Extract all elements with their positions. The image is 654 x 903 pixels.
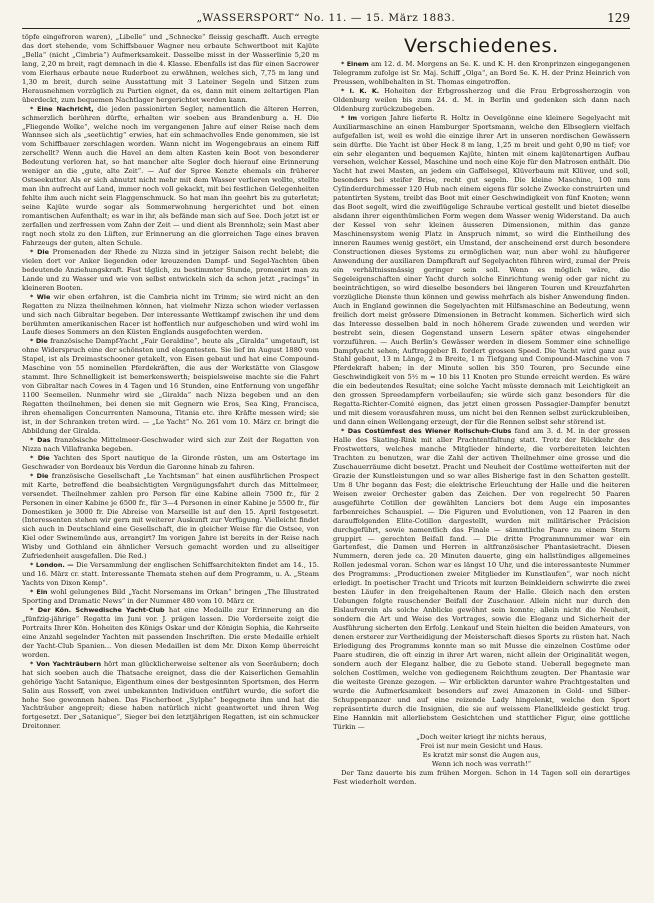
section-title: Verschiedenes. [404,35,559,57]
paragraph-lead: * Die [30,247,49,256]
paragraph-text: Yachten des Sport nautique de la Gironde rüsten, um am Ostertage im Geschwader von Bordeaux bis Verdun die Garonne hinab zu fahren. [22,453,319,471]
paragraph-text: die jeden passionirten Segler, namentlich die älteren Herren, schmerzlich berühren dürfte, erhalten wir soeben aus Brandenburg a. H. Die „Fliegende Wolke“, welche noch im vergangenen Jahre auf einer Reise nach dem Wannsee sich als „seetüchtig“ erwies, hat ein schmachvolles Ende genommen, sie ist vom Schiffbauer zerschlagen worden. Wann nicht im Wogengebraus an einem Riff zerschellt? Wenn auch die Havel an dem alten Kasten kein Boot von besonderer Bedeutung verloren hat, so hat mancher alte Segler doch hierauf eine Erinnerung weniger an die „gute, alte Zeit“. — Auf der Spree Kenzte ehemals ein früherer Ostseekutter. Als er sich abnutzt nicht mehr mit dem Wasser verlieren wollte, stellte man ihn aufrecht auf Land, immer noch voll gekackt, mit bei festlichen Gelegenheiten fehlte ihm auch nicht sein Flaggenschmuck. So hat man ihn geehrt bis zu guterletzt; seine Kajüte wurde sogar als Sommerwohnung hergerichtet und bot einen romantischen Aufenthalt; es war in ihr, als befände man sich auf See. Doch jetzt ist er zerfallen und zerfressen vom Zahn der Zeit — und dient als Brennholz; sein Mast aber ragt noch stolz zu den Lüften, zur Erinnerung an die glorreichen Tage eines braven Fahrzeugs der guten, alten Schule. [22,104,319,247]
paragraph-text: Promenaden der Rhede zu Nizza sind in jetziger Saison recht belebt; die vielen dort vor Anker liegenden oder kreuzenden Dampf- und Segel-Yachten üben bedeutende Anziehungskraft. Fast täglich, zu bestimmter Stunde, promenirt man zu Lande und zu Wasser und wie von selbst entwickeln sich da schon jetzt „racings“ in kleineren Booten. [22,247,319,292]
paragraph-lead: * Die [30,453,50,462]
article-paragraph [22,33,319,105]
paragraph-lead: * I. K. K. [341,86,380,95]
article-paragraph [22,660,319,732]
article-paragraph [333,60,630,87]
paragraph-lead: * Eine Nachricht, [30,104,94,113]
article-paragraph [22,105,319,248]
paragraph-text: vorigen Jahre lieferte R. Holtz in Oevelgönne eine kleinere Segelyacht mit Auxiliarmaschine an einen Hamburger Sportsmann, welche den Elbseglern vielfach aufgefallen ist, weil es wohl die einzige ihrer Art in unseren nordischen Gewässern sein dürfte. Die Yacht ist über Heck 8 m lang, 1,25 m breit und geht 0,90 m tief; vor ein sehr eleganten und bequemen Kajüte, hinten mit einem kajütenartigen Aufbau versehen, welcher Kessel, Maschine und noch eine Koje für den Matrosen enthält. Die Yacht hat zwei Masten, an jedem ein Gaffelsegel, Klüverbaum mit Klüver, und soll, besonders bei steifer Brise, recht gut segeln. Die kleine Maschine, 100 mm Cylinderdurchmesser 120 Hub nach einem eigens für solche Zwecke construirten und patentirten System, treibt das Boot mit einer Geschwindigkeit von fünf Knoten; wenn das Boot segelt, wird die zweiflügelige Schraube vertical gestellt und bietet dieselbe alsdann ihrer eigenthümlichen Form wegen dem Wasser wenig Widerstand. Da auch der Kessel von sehr kleinen äusseren Dimensionen, mithin das ganze Maschinensystem wenig Platz in Anspruch nimmt, so wird die Eintheilung des inneren Raumes wenig gestört, ein Umstand, der anscheinend erst durch besondere Constructionen dieses Systems zu ermöglichen war, nun aber wohl zu häufigerer Anwendung der auxiliaren Dampfkraft auf Segelyachten führen wird, zumal der Preis ein verhältnissmässig geringer sein soll. Wenn es möglich wäre, die Segeleigenschaften einer Yacht durch solche Einrichtung wenig oder gar nicht zu beeinträchtigen, so wird dieselbe besonders bei längeren Touren und Kreuzfahrten vorzügliche Dienste thun können und gewiss mehrfach als bisher Anwendung finden. Auch in England gewinnen die Segelyachten mit Hilfsmaschine an Bedeutung, wenn freilich dort meist grössere Dimensionen in Betracht kommen. Sicherlich wird sich das Interesse desselben bald in noch höherem Grade zuwenden und werden wir bestrebt sein, diesen Gegenstand unsern Lesern später etwas eingehender vorzuführen. — Auch Berlin's Gewässer werden in diesem Sommer eine schnellige Dampfyacht sehen; Auftraggeber B. fordert grossen Speed. Die Yacht wird ganz aus Stahl gebaut, 13 m Länge, 2 m Breite, 1 m Tiefgang und Compound-Maschine von 7 Pferdekraft haben; in der Minute sollen bis 350 Touren, pro Secunde eine Geschwindigkeit von 5½ m = 10 bis 11 Knoten pro Stunde erreicht werden. Es wäre die ein bedeutendes Resultat; eine solche Yacht müsste demnach mit Leichtigkeit an den grossen Spreedampfern vorbeilaufen; sie würde sich ganz besonders für die Regatta-Richter-Comité eignen, das jetzt einen grossen Passagier-Dampfer benutzt und mit diesem vorausfahren muss, um nicht bei den Rennen selbst zurückzubleiben, und dann einen Wellengang erzeugt, der für die Rennen selbst sehr störend ist. [333,113,630,427]
paragraph-text: hat eine Medaille zur Erinnerung an die „fünfzig-jährige“ Regatta im Juni vor. J. prägen lassen. Die Vorderseite zeigt die Portraits Ihrer Kön. Hoheiten des Königs Oskar und der Königin Sophia, die Kehrseite eine Anzahl segelnder Yachten mit passenden Inschriften. Die erste Medaille erhielt der Yacht-Club Spanien... Von diesen Medaillen ist dem Mr. Dixon Kemp überreicht worden. [22,606,319,659]
paragraph-lead: * Der Kön. Schwedische Yacht-Club [30,606,165,614]
paragraph-lead: * London. — [30,561,74,570]
article-paragraph [22,454,319,472]
left-column [22,33,319,903]
paragraph-lead: * Von Yachträubern [30,659,102,668]
article-paragraph [333,114,630,427]
article-paragraph [22,561,319,588]
paragraph-text: hört man glücklicherweise seltener als von Seeräubern; doch hat sich soeben auch die Thatsache ereignet, dass die der Kaiserlichen Gemahlin gehörige Yacht Satanique, Eigenthum eines der bestgesinnten Sportsmen, des Herrn Salin aus Rosseff, von zwei unbekannten Individuen entführt wurde, die sofort die hohe See gewonnen haben. Das Fischerboot „Sylphe“ begegnete ihm und hat die Yachträuber angepreit; diese haben natürlich nicht geantwortet und ihren Weg fortgesetzt. Der „Satanique“, Sieger bei den letztjährigen Regatten, ist ein schmucker Dreitonner. [22,659,319,731]
poem-line: Es kratzt mir sonst die Augen aus, [422,751,541,760]
paragraph-lead: * Die [30,471,49,480]
paragraph-text: Die Versammlung der englischen Schiffsarchitekten findet am 14., 15. und 16. März cr. statt. Interessante Themata stehen auf dem Programm, u. A. „Steam Yachts von Dixon Kemp“. [22,561,319,588]
poem-line: „Doch weiter kriegt ihr nichts heraus, [416,733,547,742]
closing-paragraph: Der Tanz dauerte bis zum frühen Morgen. Schon in 14 Tagen soll ein derartiges Fest wiederholt werden. [333,769,630,787]
paragraph-lead: * Im [341,113,358,122]
article-paragraph [22,472,319,562]
paragraph-text: französische Gesellschaft „Le Yachtsman“ hat einen ausführlichen Prospect mit Karte, betreffend die beabsichtigten Vergnügungsfahrt durch das Mittelmeer, versendet. Theilnehmer zahlen pro Person für eine Kabine allein 7500 fr., für 2 Personen in einer Kabine je 6500 fr., für 3—4 Personen in einer Kabine je 5500 fr., für Domestiken je 3000 fr. Die Abreise von Marseille ist auf den 15. April festgesetzt. (Interessenten stehen wir gern mit weiterer Auskunft zur Verfügung. Vielleicht findet sich auch in Deutschland eine Gesellschaft, die in gleicher Weise für die Ostsee, von Kiel oder Swinemünde aus, arrangirt? Im vorigen Jahre ist bereits in der Reise nach Wisby und Gothland ein ähnlicher Versuch gemacht worden und zu allseitiger Zufriedenheit ausgefallen. Die Red.) [22,471,319,561]
poem-line: Wenn ich noch was verrath!“ [431,760,532,769]
paragraph-lead: * Die [30,337,48,346]
paragraph-text: französische Mittelmeer-Geschwader wird sich zur Zeit der Regatten von Nizza nach Villafranka begeben. [22,435,319,453]
article-paragraph [22,436,319,454]
article-paragraph [22,337,319,435]
paragraph-text: wohl gelungenes Bild „Yacht Norsemans im Orkan“ bringen „The Illustrated Sporting and Dramatic News“ in der Nummer 480 vom 10. März cr. [22,588,319,606]
paragraph-lead: * Das [30,435,51,444]
paragraph-text: am 12. d. M. Morgens an Se. K. und K. H. den Kronprinzen eingegangenen Telegramm zufolge ist Sr. Maj. Schiff „Olga“, an Bord Se. K. H. der Prinz Heinrich von Preussen, wohlbehalten in St. Thomas eingetroffen. [333,60,630,86]
paragraph-text: töpfe eingefroren waren), „Libelle“ und „Schnecke“ fleissig geschafft. Auch erregte das dort stehende, vom Schiffsbauer Wagner neu erbaute Schwertboot mit Kajüte „Bella“ (nicht „Cimbria“) Aufmerksamkeit. Dasselbe misst in der Wasserlinie 5,20 m lang, 2,20 m breit, ragt demnach in die 4. Klasse. Ebenfalls ist das für einen Sacrower vom Eierhaus erbaute neue Ruderboot zu erwähnen, welches sich, 7,75 m lang und 1,30 m breit, durch seine Ausstattung mit 3 Lateiner Segeln und Sitzen zum Herausnehmen vorzüglich zu Partien eignet, da es, dann mit einem zeltartigen Plan überdeckt, zum bequemen Nachtlager hergerichtet werden kann. [22,33,319,104]
article-paragraph [22,293,319,338]
article-paragraph [22,588,319,606]
poem-quote [333,733,630,769]
paragraph-text: fand am 3. d. M. in der grossen Halle des Skating-Rink mit aller Prachtentfaltung statt. Trotz der Rückkehr des Frostwetters, welches manche Mitglieder hinderte, die vorbereiteten leichten Trachten zu benutzen, war die Zahl der activen Theilnehmer eine grosse und die Zuschauerräume dicht besetzt. Pracht und Neuheit der Costüme wetteiferten mit der Grazie der Kunstleistungen und so war alles Bisherige fast in den Schatten gestellt. Um 8 Uhr begann das Fest; die elektrische Erleuchtung der Halle und die heiteren Weisen zweier Orchester gaben das Zeichen. Der von regelrecht 50 Paaren ausgeführte Cotillon der gewählten Lanciers bot dem Auge ein imposantes farbenreiches Schauspiel. — Die Figuren und Evolutionen, von 12 Paaren in den darauffolgenden Elite-Cotillon dargestellt, wurden mit militärischer Präcision durchgeführt, sowie namentlich das Finale — sämmtliche Paare zu einem Stern gruppirt — gerechten Beifall fand. — Die dritte Programmnummer war ein Gartenfest, die Damen und Herren in altfranzösischer Phantasietracht. Diesen Nummern, deren jede ca. 20 Minuten dauerte, ging ein hallstündiges allgemeines Rollen jedesmal voran. Schon war es längst 10 Uhr, und die interessanteste Nummer des Programms: „Productionen zweier Mitglieder im Kunstlaufen“, war noch nicht erledigt. In poetischer Tracht und Tricots mit kurzen Beinkleidern schwirrte die zwei besten Läufer in den freigehaltenen Raum der Halle. Gleich nach den ersten Uebungen folgte rauschender Beifall der Zuschauer. Allein nicht nur durch den Eislaufverein als solche Anblicke gewöhnt sein konnte; allein nicht die Neuheit, sondern die Art und Weise des Vortrages, sowie die Eleganz und Sicherheit der Ausführung sicherten den Erfolg. Lenkauf und Stein hielten die beiden Amateurs, von denen ersterer zur Vertheidigung der Meisterschaft dieses Sports zu rüsten hat. Nach Erledigung des Programms konnte man so mit Musse die einzelnen Costüme oder Paare studiren, die oft einzig in ihrer Art waren, nicht allein der Originalität wegen, sondern auch der Eleganz halber, die zu Gebote stand. Ueberall begegnete man solchen Costümen, welche von gediegenem Reichthum zeugten. Der Phantasie war die weiteste Grenze gezogen. — Wir erblickten darunter wahre Prachtgestalten und wurde die Aufmerksamkeit besonders auf zwei Amazonen in Gold- und Silber-Schuppenpanzer und auf eine reizende Lady hingelenkt, welche den Sport repräsentirte durch die Insignien, die sie auf weissem Flanellkleide gestickt trug. Eine Hannkin mit allerliebstem Gesichtchen und stattlicher Figur, eine gottliche Türkin — [333,427,630,731]
poem-line: Frei ist nur mein Gesicht und Haus. [420,742,543,751]
article-paragraph [22,248,319,293]
page-header [22,10,630,29]
paragraph-text: Hoheiten der Erbgrossherzog und die Frau Erbgrossherzogin von Oldenburg weilen bis zum 24. d. M. in Berlin und gedenken sich dann nach Oldenburg zurückzubegeben. [333,86,630,113]
paragraph-lead: * Das Costümfest des Wiener Rollschuh-Clubs [341,427,512,436]
right-column [333,33,630,903]
article-paragraph [22,606,319,660]
paragraph-lead: * Einem [341,60,369,68]
publication-title: „WASSERSPORT“ No. 11. — 15. März 1883. [196,12,456,24]
article-paragraph [333,427,630,731]
paragraph-lead: * Ein [30,588,48,597]
paragraph-text: wir eben erfahren, ist die Cambria nicht im Trimm; sie wird nicht an den Regatten zu Nizza theilnehmen können, hat vielmehr Nizza schon wieder verlassen und sich nach Gibraltar begeben. Der interessante Wettkampf zwischen ihr und dem berühmten amerikanischen Racer ist hoffentlich nur aufgeschoben und wird wohl im Laufe dieses Sommers an den Küsten Englands ausgefochten werden. [22,292,319,337]
article-paragraph [333,87,630,114]
right-column-paragraphs [333,60,630,731]
paragraph-lead: * Wie [30,292,51,301]
article-columns [22,33,630,903]
paragraph-text: französische Dampf-Yacht „Fair Geraldine“, heute als „Giralda“ umgetauft, ist ohne Widerspruch eine der schönsten und elegantesten. Sie lief im August 1880 vom Stapel, ist als Dreimastschooner getakelt, von Eisen gebaut und hat eine Compound-Maschine von 55 nominellen Pferdekräften, die aus der Werkstätte von Glasgow stammt. Ihre Schnelligkeit ist bemerkenswerth; beispielsweise machte sie die Fahrt von Gibraltar nach Cowes in 4 Tagen und 16 Stunden, eine Entfernung von ungefähr 1100 Seemeilen. Nunmehr wird sie „Giralda“ nach Nizza begeben und an den Regatten theilnehmen, bei denen sie mit Gegnern wie Eros, Sea King, Francisca, ihren ehemaligen Concurrenten Namouna, Titania etc. ihre Kräfte messen wird; sie ist, in der Schranken treten wird. — „Le Yacht“ No. 261 vom 10. März cr. bringt die Abbildung der Giralda. [22,337,319,435]
page-number: 129 [607,11,630,25]
